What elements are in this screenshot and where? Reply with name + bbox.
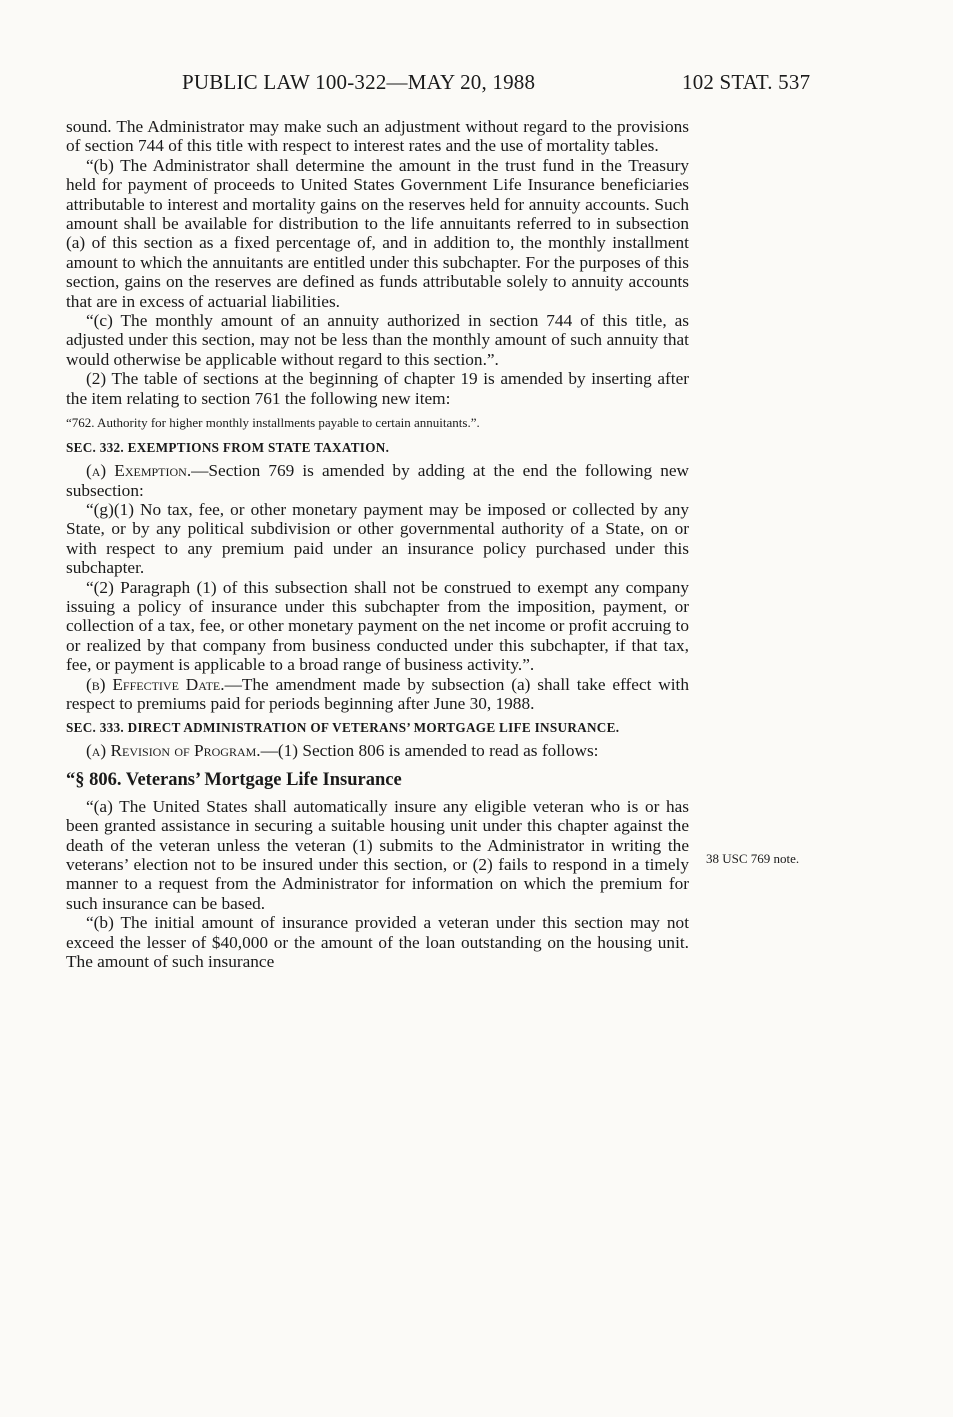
body-text-column: [66, 117, 689, 971]
section-332-heading: SEC. 332. EXEMPTIONS FROM STATE TAXATION.: [66, 440, 390, 456]
subsection-text: —(1) Section 806 is amended to read as follows:: [260, 741, 599, 761]
paragraph-332-b: [66, 675, 689, 714]
page-header: [0, 70, 953, 100]
paragraph-333-a: [66, 741, 689, 760]
paragraph-806-a: “(a) The United States shall automatically insure any eligible veteran who is or has been granted assistance in securing a suitable housing unit under this chapter against the death of the veteran unless the veteran (1) submits to the Administrator in writing the veterans’ election not to be insured under this section, or (2) fails to respond in a timely manner to a request from the Administrator for information on which the premium for such insurance can be based.: [66, 796, 689, 913]
paragraph-332-a: [66, 461, 689, 500]
margin-note: 38 USC 769 note.: [706, 851, 800, 866]
subsection-text: —The amendment made by subsection (a) shall take effect with respect to premiums paid for periods beginning after June 30, 1988.: [66, 674, 689, 713]
subsection-text: —Section 769 is amended by adding at the end the following new subsection:: [66, 461, 689, 500]
section-806-heading: “§ 806. Veterans’ Mortgage Life Insurance: [66, 769, 402, 790]
paragraph-continuation: sound. The Administrator may make such an adjustment without regard to the provisions of section 744 of this title with respect to interest rates and the use of mortality tables.: [66, 117, 689, 156]
paragraph-806-b: “(b) The initial amount of insurance provided a veteran under this section may not exceed the lesser of $40,000 or the amount of the loan outstanding on the housing unit. The amount of such insurance: [66, 913, 689, 972]
running-head: PUBLIC LAW 100-322—MAY 20, 1988: [182, 70, 536, 94]
section-333-heading: SEC. 333. DIRECT ADMINISTRATION OF VETERANS’ MORTGAGE LIFE INSURANCE.: [66, 720, 620, 736]
paragraph-332-g1: “(g)(1) No tax, fee, or other monetary payment may be imposed or collected by any State, or by any political subdivision or other governmental authority of a State, on or with respect to any premium paid under an insurance policy purchased under this subchapter.: [66, 499, 689, 578]
paragraph-subsection-b: “(b) The Administrator shall determine the amount in the trust fund in the Treasury held for payment of proceeds to United States Government Life Insurance beneficiaries attributable to interest and mortality gains on the reserves held for annuity accounts. Such amount shall be available for distribution to the life annuitants referred to in subsection (a) of this section as a fixed percentage of, and in addition to, the monthly installment amount to which the annuitants are entitled under this subchapter. For the purposes of this section, gains on the reserves are defined as funds attributable solely to annuity accounts that are in excess of actuarial liabilities.: [66, 155, 689, 311]
subsection-label-effective-date: (b) Effective Date.: [86, 674, 225, 694]
subsection-label-revision: (a) Revision of Program.: [86, 741, 261, 761]
paragraph-332-g2: “(2) Paragraph (1) of this subsection shall not be construed to exempt any company issuing a policy of insurance under this subchapter from the imposition, payment, or collection of a tax, fee, or other monetary payment on the net income or profit accruing to or realized by that company from business conducted under this subchapter, if that tax, fee, or payment is applicable to a broad range of business activity.”.: [66, 577, 689, 675]
paragraph-subsection-c: “(c) The monthly amount of an annuity authorized in section 744 of this title, as adjusted under this section, may not be less than the monthly amount of such annuity that would otherwise be applicable without regard to this section.”.: [66, 311, 689, 369]
table-item-762: “762. Authority for higher monthly installments payable to certain annuitants.”.: [66, 415, 480, 431]
stat-page-reference: 102 STAT. 537: [682, 70, 811, 94]
subsection-label-exemption: (a) Exemption.: [86, 461, 192, 481]
paragraph-table-of-sections: (2) The table of sections at the beginning of chapter 19 is amended by inserting after the item relating to section 761 the following new item:: [66, 369, 689, 408]
